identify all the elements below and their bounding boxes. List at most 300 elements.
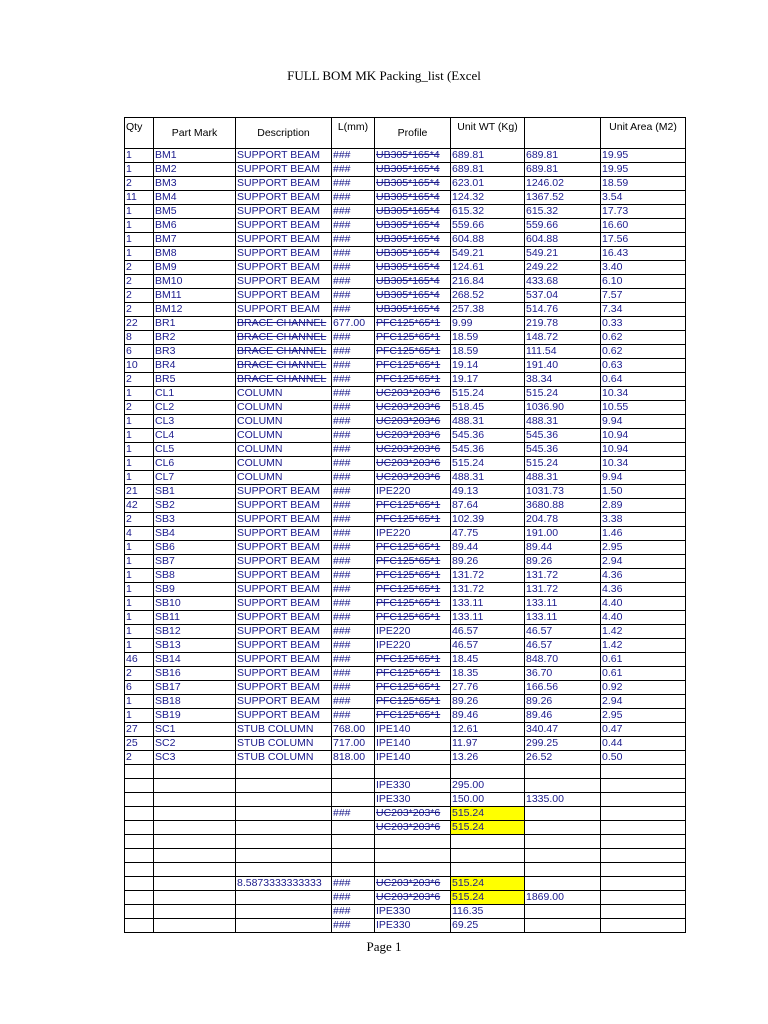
cell-profile: PFC125*65*1 (375, 709, 451, 723)
cell-total-wt: 340.47 (525, 723, 601, 737)
cell-unit-area: 0.62 (601, 331, 686, 345)
cell-part-mark: SB16 (154, 667, 236, 681)
cell-unit-wt: 18.59 (451, 331, 525, 345)
table-row (125, 471, 686, 485)
table-row (125, 359, 686, 373)
cell-total-wt: 515.24 (525, 387, 601, 401)
cell-profile: IPE220 (375, 527, 451, 541)
cell-part-mark: CL2 (154, 401, 236, 415)
cell-unit-wt: 46.57 (451, 625, 525, 639)
cell-length: 677.00 (332, 317, 375, 331)
cell-profile: UC203*203*6 (375, 401, 451, 415)
table-row (125, 653, 686, 667)
cell-unit-area (601, 905, 686, 919)
cell-profile: UB305*165*4 (375, 191, 451, 205)
cell-total-wt (525, 807, 601, 821)
cell-total-wt (525, 905, 601, 919)
cell-qty: 1 (125, 247, 154, 261)
cell-total-wt: 249.22 (525, 261, 601, 275)
cell-total-wt: 26.52 (525, 751, 601, 765)
cell-description (236, 835, 332, 849)
cell-part-mark: BM4 (154, 191, 236, 205)
cell-profile: UB305*165*4 (375, 177, 451, 191)
table-row (125, 275, 686, 289)
cell-profile: UB305*165*4 (375, 303, 451, 317)
cell-profile: PFC125*65*1 (375, 359, 451, 373)
cell-profile: UB305*165*4 (375, 205, 451, 219)
cell-profile: IPE140 (375, 751, 451, 765)
cell-unit-area (601, 821, 686, 835)
table-row (125, 723, 686, 737)
cell-qty: 1 (125, 387, 154, 401)
cell-description: SUPPORT BEAM (236, 709, 332, 723)
cell-length: ### (332, 429, 375, 443)
cell-unit-wt: 488.31 (451, 415, 525, 429)
table-row (125, 261, 686, 275)
cell-length: ### (332, 359, 375, 373)
cell-length: ### (332, 443, 375, 457)
table-row (125, 219, 686, 233)
cell-description: SUPPORT BEAM (236, 191, 332, 205)
cell-profile: UB305*165*4 (375, 163, 451, 177)
cell-part-mark: SC1 (154, 723, 236, 737)
table-row (125, 793, 686, 807)
cell-unit-area: 17.56 (601, 233, 686, 247)
cell-qty: 1 (125, 443, 154, 457)
cell-description: COLUMN (236, 429, 332, 443)
table-row (125, 247, 686, 261)
header-qty: Qty (125, 118, 154, 149)
cell-qty: 1 (125, 597, 154, 611)
cell-part-mark (154, 891, 236, 905)
cell-part-mark: BM7 (154, 233, 236, 247)
cell-unit-wt: 46.57 (451, 639, 525, 653)
cell-description: SUPPORT BEAM (236, 163, 332, 177)
cell-total-wt: 89.26 (525, 555, 601, 569)
cell-description: SUPPORT BEAM (236, 149, 332, 163)
cell-profile: UB305*165*4 (375, 149, 451, 163)
cell-qty (125, 765, 154, 779)
cell-length: ### (332, 555, 375, 569)
cell-qty (125, 877, 154, 891)
table-row (125, 779, 686, 793)
cell-total-wt: 89.46 (525, 709, 601, 723)
cell-unit-wt: 257.38 (451, 303, 525, 317)
cell-total-wt: 604.88 (525, 233, 601, 247)
cell-profile: PFC125*65*1 (375, 317, 451, 331)
cell-profile: PFC125*65*1 (375, 345, 451, 359)
cell-total-wt (525, 765, 601, 779)
cell-part-mark: SB1 (154, 485, 236, 499)
cell-length: ### (332, 373, 375, 387)
cell-part-mark: CL3 (154, 415, 236, 429)
table-row (125, 289, 686, 303)
cell-unit-area: 10.34 (601, 457, 686, 471)
cell-unit-area: 2.95 (601, 709, 686, 723)
cell-part-mark: CL7 (154, 471, 236, 485)
cell-total-wt: 488.31 (525, 471, 601, 485)
packing-list-table (124, 117, 686, 933)
cell-part-mark: SB12 (154, 625, 236, 639)
table-row (125, 877, 686, 891)
cell-length: ### (332, 401, 375, 415)
table-row (125, 513, 686, 527)
table-row (125, 345, 686, 359)
cell-unit-area: 4.36 (601, 569, 686, 583)
cell-unit-wt: 615.32 (451, 205, 525, 219)
cell-description: BRACE CHANNEL (236, 331, 332, 345)
cell-description: SUPPORT BEAM (236, 555, 332, 569)
cell-unit-area: 2.94 (601, 555, 686, 569)
cell-profile: UC203*203*6 (375, 429, 451, 443)
cell-length (332, 793, 375, 807)
cell-length: ### (332, 289, 375, 303)
cell-length: ### (332, 527, 375, 541)
cell-part-mark (154, 821, 236, 835)
cell-total-wt (525, 821, 601, 835)
cell-length: ### (332, 695, 375, 709)
cell-total-wt: 38.34 (525, 373, 601, 387)
table-row (125, 303, 686, 317)
cell-unit-area: 1.46 (601, 527, 686, 541)
cell-description: COLUMN (236, 415, 332, 429)
cell-description: SUPPORT BEAM (236, 513, 332, 527)
cell-description: SUPPORT BEAM (236, 695, 332, 709)
cell-total-wt: 111.54 (525, 345, 601, 359)
cell-description (236, 919, 332, 933)
cell-profile: UC203*203*6 (375, 471, 451, 485)
cell-qty: 2 (125, 289, 154, 303)
cell-description: SUPPORT BEAM (236, 625, 332, 639)
cell-qty: 1 (125, 471, 154, 485)
cell-qty: 1 (125, 639, 154, 653)
cell-unit-area: 4.40 (601, 611, 686, 625)
cell-part-mark: BM11 (154, 289, 236, 303)
cell-unit-wt (451, 835, 525, 849)
cell-profile: UB305*165*4 (375, 289, 451, 303)
cell-total-wt: 1869.00 (525, 891, 601, 905)
cell-part-mark: SB3 (154, 513, 236, 527)
cell-unit-area (601, 793, 686, 807)
cell-description: COLUMN (236, 401, 332, 415)
cell-profile: IPE220 (375, 639, 451, 653)
cell-description: SUPPORT BEAM (236, 597, 332, 611)
cell-part-mark: SB14 (154, 653, 236, 667)
cell-total-wt: 848.70 (525, 653, 601, 667)
cell-length: ### (332, 177, 375, 191)
table-row (125, 611, 686, 625)
cell-part-mark: CL4 (154, 429, 236, 443)
cell-unit-area (601, 877, 686, 891)
cell-profile: PFC125*65*1 (375, 583, 451, 597)
cell-part-mark: SC2 (154, 737, 236, 751)
cell-unit-wt: 89.44 (451, 541, 525, 555)
cell-profile: PFC125*65*1 (375, 499, 451, 513)
cell-length: 818.00 (332, 751, 375, 765)
cell-total-wt: 204.78 (525, 513, 601, 527)
cell-unit-area: 10.94 (601, 443, 686, 457)
cell-description (236, 891, 332, 905)
cell-length (332, 863, 375, 877)
cell-length: ### (332, 541, 375, 555)
cell-unit-area (601, 807, 686, 821)
cell-description: SUPPORT BEAM (236, 177, 332, 191)
cell-unit-area: 1.42 (601, 625, 686, 639)
page-footer: Page 1 (366, 939, 402, 954)
cell-part-mark: SB17 (154, 681, 236, 695)
cell-profile: PFC125*65*1 (375, 597, 451, 611)
cell-unit-area (601, 849, 686, 863)
cell-unit-wt: 133.11 (451, 597, 525, 611)
cell-unit-area: 10.94 (601, 429, 686, 443)
cell-unit-wt: 124.61 (451, 261, 525, 275)
cell-profile: IPE330 (375, 779, 451, 793)
cell-unit-wt: 623.01 (451, 177, 525, 191)
cell-qty (125, 793, 154, 807)
cell-profile: UC203*203*6 (375, 807, 451, 821)
cell-description (236, 793, 332, 807)
cell-profile (375, 863, 451, 877)
cell-qty: 2 (125, 261, 154, 275)
cell-total-wt (525, 919, 601, 933)
cell-unit-wt: 150.00 (451, 793, 525, 807)
table-row (125, 191, 686, 205)
cell-total-wt: 131.72 (525, 569, 601, 583)
cell-unit-wt: 47.75 (451, 527, 525, 541)
cell-part-mark: SB2 (154, 499, 236, 513)
cell-unit-area: 0.61 (601, 667, 686, 681)
cell-length: ### (332, 247, 375, 261)
cell-unit-wt: 19.17 (451, 373, 525, 387)
cell-total-wt: 1031.73 (525, 485, 601, 499)
table-row (125, 905, 686, 919)
table-row (125, 807, 686, 821)
cell-qty: 42 (125, 499, 154, 513)
cell-qty: 1 (125, 569, 154, 583)
cell-qty: 2 (125, 275, 154, 289)
table-row (125, 919, 686, 933)
cell-total-wt: 89.26 (525, 695, 601, 709)
cell-length: ### (332, 569, 375, 583)
cell-part-mark: SB9 (154, 583, 236, 597)
cell-unit-wt: 18.59 (451, 345, 525, 359)
cell-qty: 1 (125, 695, 154, 709)
cell-unit-area: 4.36 (601, 583, 686, 597)
cell-length (332, 765, 375, 779)
cell-unit-area: 0.92 (601, 681, 686, 695)
cell-unit-area: 0.50 (601, 751, 686, 765)
cell-part-mark: BR3 (154, 345, 236, 359)
table-row (125, 205, 686, 219)
cell-unit-wt: 689.81 (451, 163, 525, 177)
cell-part-mark: CL5 (154, 443, 236, 457)
cell-profile: PFC125*65*1 (375, 555, 451, 569)
cell-part-mark: SB4 (154, 527, 236, 541)
cell-profile: PFC125*65*1 (375, 569, 451, 583)
cell-total-wt: 1246.02 (525, 177, 601, 191)
cell-unit-area: 10.34 (601, 387, 686, 401)
cell-description (236, 765, 332, 779)
cell-profile: PFC125*65*1 (375, 667, 451, 681)
cell-description: SUPPORT BEAM (236, 681, 332, 695)
cell-unit-wt: 295.00 (451, 779, 525, 793)
cell-part-mark (154, 877, 236, 891)
table-row (125, 387, 686, 401)
cell-length: ### (332, 191, 375, 205)
table-row (125, 149, 686, 163)
table-row (125, 331, 686, 345)
cell-unit-area: 3.40 (601, 261, 686, 275)
cell-qty: 1 (125, 415, 154, 429)
cell-total-wt: 191.40 (525, 359, 601, 373)
cell-unit-area: 18.59 (601, 177, 686, 191)
cell-length: ### (332, 345, 375, 359)
cell-part-mark: SB18 (154, 695, 236, 709)
cell-length: ### (332, 303, 375, 317)
header-part-mark: Part Mark (154, 118, 236, 149)
table-row (125, 373, 686, 387)
cell-part-mark: SB11 (154, 611, 236, 625)
cell-total-wt: 46.57 (525, 625, 601, 639)
cell-length: ### (332, 681, 375, 695)
cell-qty: 1 (125, 541, 154, 555)
cell-qty: 4 (125, 527, 154, 541)
table-row (125, 849, 686, 863)
cell-profile: UC203*203*6 (375, 877, 451, 891)
cell-profile: PFC125*65*1 (375, 513, 451, 527)
cell-part-mark: BR2 (154, 331, 236, 345)
table-row (125, 751, 686, 765)
table-row (125, 821, 686, 835)
cell-unit-wt: 515.24 (451, 891, 525, 905)
cell-qty: 1 (125, 149, 154, 163)
cell-unit-wt: 268.52 (451, 289, 525, 303)
cell-description: SUPPORT BEAM (236, 653, 332, 667)
cell-total-wt: 3680.88 (525, 499, 601, 513)
cell-qty: 1 (125, 709, 154, 723)
cell-part-mark: BM1 (154, 149, 236, 163)
cell-unit-area: 2.89 (601, 499, 686, 513)
cell-length: ### (332, 597, 375, 611)
cell-unit-wt: 69.25 (451, 919, 525, 933)
cell-length: ### (332, 485, 375, 499)
cell-qty: 1 (125, 429, 154, 443)
cell-description: SUPPORT BEAM (236, 499, 332, 513)
cell-unit-wt: 49.13 (451, 485, 525, 499)
cell-unit-area: 9.94 (601, 415, 686, 429)
cell-length: ### (332, 233, 375, 247)
cell-profile: UC203*203*6 (375, 457, 451, 471)
cell-total-wt (525, 779, 601, 793)
cell-part-mark: SB8 (154, 569, 236, 583)
cell-description: SUPPORT BEAM (236, 527, 332, 541)
header-row (125, 118, 686, 149)
cell-unit-wt: 18.35 (451, 667, 525, 681)
cell-unit-wt: 689.81 (451, 149, 525, 163)
table-row (125, 541, 686, 555)
cell-unit-area: 1.50 (601, 485, 686, 499)
cell-description (236, 905, 332, 919)
table-row (125, 681, 686, 695)
table-row (125, 177, 686, 191)
cell-length: ### (332, 807, 375, 821)
cell-unit-wt: 515.24 (451, 807, 525, 821)
table-row (125, 233, 686, 247)
cell-unit-wt (451, 765, 525, 779)
cell-profile: PFC125*65*1 (375, 331, 451, 345)
cell-unit-wt: 559.66 (451, 219, 525, 233)
table-row (125, 555, 686, 569)
cell-unit-wt: 89.46 (451, 709, 525, 723)
table-row (125, 401, 686, 415)
cell-length: ### (332, 639, 375, 653)
cell-qty: 2 (125, 751, 154, 765)
table-row (125, 737, 686, 751)
cell-length (332, 835, 375, 849)
cell-qty: 25 (125, 737, 154, 751)
cell-qty: 1 (125, 205, 154, 219)
cell-qty: 1 (125, 457, 154, 471)
cell-description: STUB COLUMN (236, 737, 332, 751)
cell-total-wt: 515.24 (525, 457, 601, 471)
cell-unit-area: 3.38 (601, 513, 686, 527)
cell-qty (125, 835, 154, 849)
cell-unit-area: 3.54 (601, 191, 686, 205)
cell-unit-wt: 13.26 (451, 751, 525, 765)
header-total-wt (525, 118, 601, 149)
cell-profile: PFC125*65*1 (375, 653, 451, 667)
cell-profile: IPE330 (375, 919, 451, 933)
table-row (125, 765, 686, 779)
cell-total-wt (525, 849, 601, 863)
cell-description: STUB COLUMN (236, 751, 332, 765)
cell-description: COLUMN (236, 443, 332, 457)
cell-unit-wt (451, 849, 525, 863)
cell-qty: 1 (125, 611, 154, 625)
cell-description: SUPPORT BEAM (236, 261, 332, 275)
cell-total-wt: 514.76 (525, 303, 601, 317)
cell-profile: UC203*203*6 (375, 891, 451, 905)
table-row (125, 499, 686, 513)
table-row (125, 639, 686, 653)
table-row (125, 835, 686, 849)
cell-qty: 6 (125, 345, 154, 359)
cell-unit-wt: 11.97 (451, 737, 525, 751)
cell-unit-wt: 27.76 (451, 681, 525, 695)
table-row (125, 317, 686, 331)
cell-length: ### (332, 611, 375, 625)
cell-description: BRACE CHANNEL (236, 373, 332, 387)
cell-description: SUPPORT BEAM (236, 289, 332, 303)
cell-length: 768.00 (332, 723, 375, 737)
cell-profile: UB305*165*4 (375, 233, 451, 247)
cell-part-mark (154, 807, 236, 821)
cell-length: ### (332, 457, 375, 471)
cell-total-wt: 689.81 (525, 163, 601, 177)
table-row (125, 443, 686, 457)
table-row (125, 163, 686, 177)
table-row (125, 485, 686, 499)
header-unit-wt: Unit WT (Kg) (451, 118, 525, 149)
cell-part-mark: CL1 (154, 387, 236, 401)
cell-description: STUB COLUMN (236, 723, 332, 737)
cell-length: ### (332, 667, 375, 681)
cell-unit-area: 10.55 (601, 401, 686, 415)
cell-unit-area: 2.95 (601, 541, 686, 555)
cell-unit-wt: 89.26 (451, 555, 525, 569)
cell-unit-wt: 515.24 (451, 387, 525, 401)
cell-qty: 1 (125, 219, 154, 233)
